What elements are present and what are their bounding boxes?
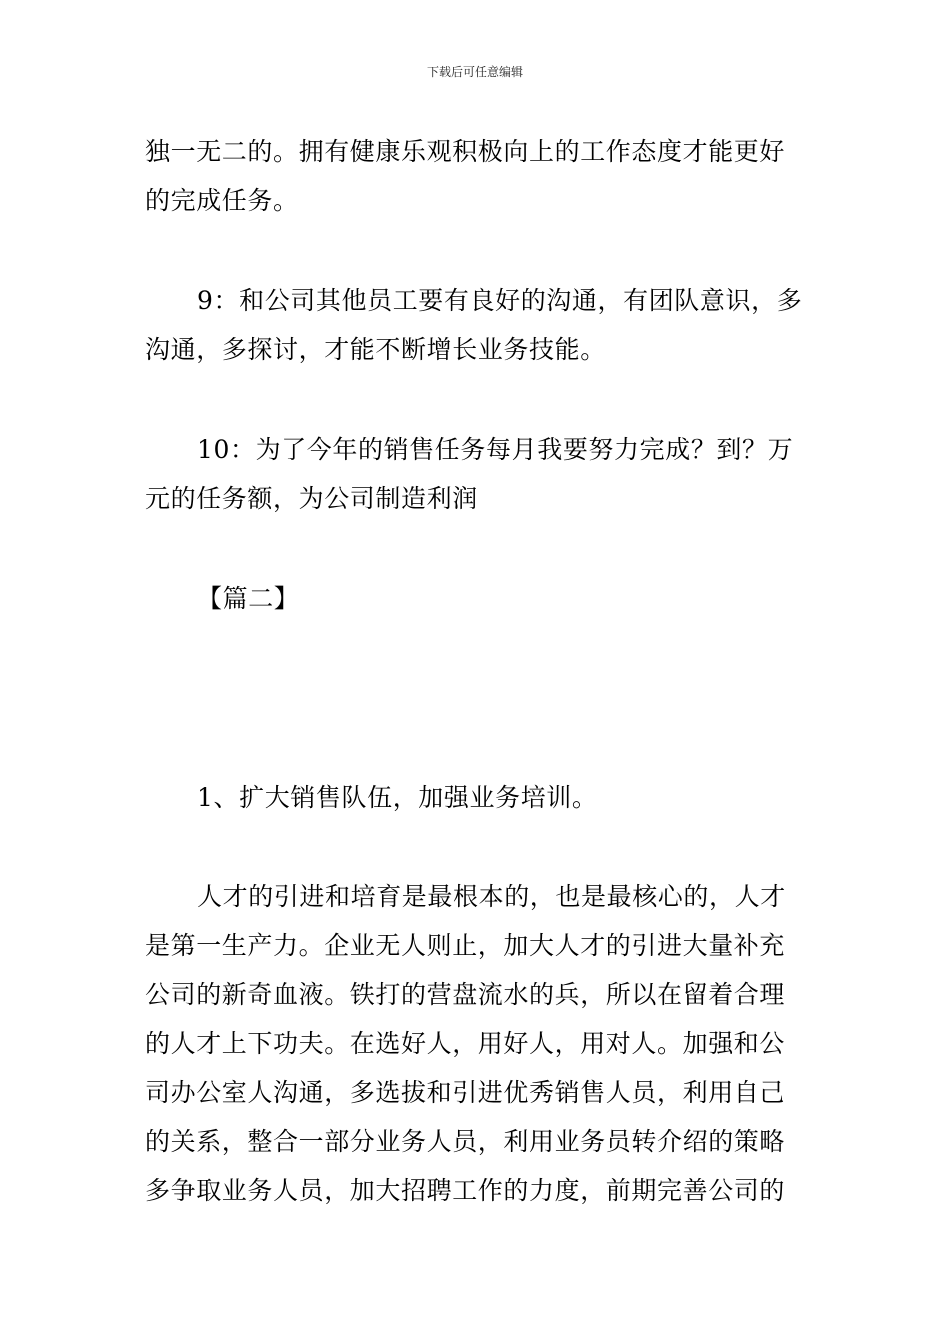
paragraph-work-attitude <box>145 127 810 225</box>
text-line: 1、扩大销售队伍，加强业务培训。 <box>197 783 598 812</box>
page-header: 下载后可任意编辑 <box>426 65 523 79</box>
text-line: 9：和公司其他员工要有良好的沟通，有团队意识，多 <box>197 286 803 315</box>
paragraph-talent <box>145 872 810 1215</box>
text-line: 人才的引进和培育是最根本的，也是最核心的，人才 <box>197 882 786 911</box>
text-line: 多争取业务人员，加大招聘工作的力度，前期完善公司的 <box>145 1176 786 1205</box>
paragraph-item-10 <box>145 425 810 523</box>
text-line: 元的任务额，为公司制造利润 <box>145 484 478 513</box>
text-line: 10：为了今年的销售任务每月我要努力完成？到？万 <box>197 435 794 464</box>
section-heading-part-two <box>145 574 810 623</box>
text-line: 沟通，多探讨，才能不断增长业务技能。 <box>145 335 606 364</box>
text-line: 【篇二】 <box>197 584 300 613</box>
text-line: 公司的新奇血液。铁打的营盘流水的兵，所以在留着合理 <box>145 980 786 1009</box>
paragraph-item-9 <box>145 276 810 374</box>
text-line: 是第一生产力。企业无人则止，加大人才的引进大量补充 <box>145 931 786 960</box>
text-line: 独一无二的。拥有健康乐观积极向上的工作态度才能更好 <box>145 137 786 166</box>
text-line: 司办公室人沟通，多选拔和引进优秀销售人员，利用自己 <box>145 1078 786 1107</box>
text-line: 的人才上下功夫。在选好人，用好人，用对人。加强和公 <box>145 1029 786 1058</box>
text-line: 的关系，整合一部分业务人员，利用业务员转介绍的策略 <box>145 1127 786 1156</box>
text-line: 的完成任务。 <box>145 186 299 215</box>
paragraph-item-1 <box>145 773 810 822</box>
